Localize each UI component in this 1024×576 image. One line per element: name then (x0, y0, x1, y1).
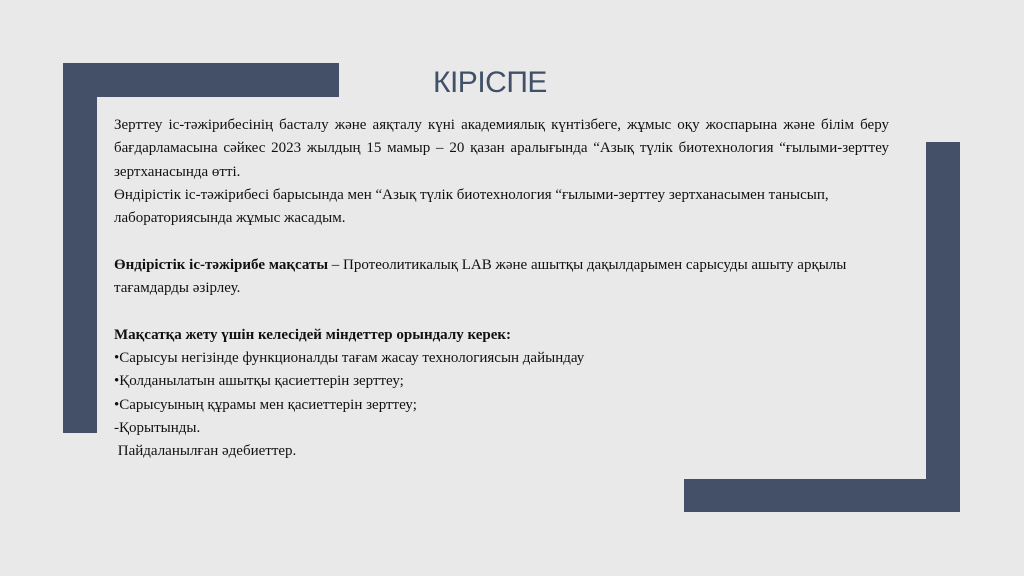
slide-title: КІРІСПЕ (433, 66, 547, 99)
goal-text: – Протеолитикалық LAB және ашытқы дақылдарымен сарысуды ашыту арқылы тағамдарды әзірлеу. (114, 256, 847, 297)
frame-bar-bottom-right-horizontal (684, 479, 960, 512)
frame-bar-bottom-right-vertical (926, 142, 960, 512)
spacer (114, 230, 889, 253)
task-item-conclusion: -Қорытынды. (114, 419, 201, 436)
tasks-heading: Мақсатқа жету үшін келесідей міндеттер орындалу керек: (114, 326, 512, 343)
frame-bar-top-left-vertical (63, 63, 97, 433)
intro-paragraph: Зерттеу іс-тәжірибесінің басталу және аяқталу күні академиялық күнтізбеге, жұмыс оқу жоспарына және білім беру бағдарламасына сәйкес 2023 жылдың 15 мамыр – 20 қазан аралығында “Азық түлік биотехнология “ғылыми-зерттеу зертханасында өтті. (114, 117, 889, 180)
spacer (114, 300, 889, 323)
practice-paragraph: Өндірістік іс-тәжірибесі барысында мен “Азық түлік биотехнология “ғылыми-зерттеу зертханасымен танысып, лабораториясында жұмыс жасадым. (114, 186, 829, 227)
goal-paragraph (114, 254, 889, 301)
task-item-3: •Сарысуының құрамы мен қасиеттерін зерттеу; (114, 396, 417, 413)
task-item-2: •Қолданылатын ашытқы қасиеттерін зерттеу; (114, 373, 404, 390)
slide-body (114, 114, 889, 463)
goal-label: Өндірістік іс-тәжірибе мақсаты (114, 256, 329, 273)
frame-bar-top-left-horizontal (63, 63, 339, 97)
task-item-1: •Сарысуы негізінде функционалды тағам жасау технологиясын дайындау (114, 349, 585, 366)
task-item-references: Пайдаланылған әдебиеттер. (114, 443, 297, 460)
